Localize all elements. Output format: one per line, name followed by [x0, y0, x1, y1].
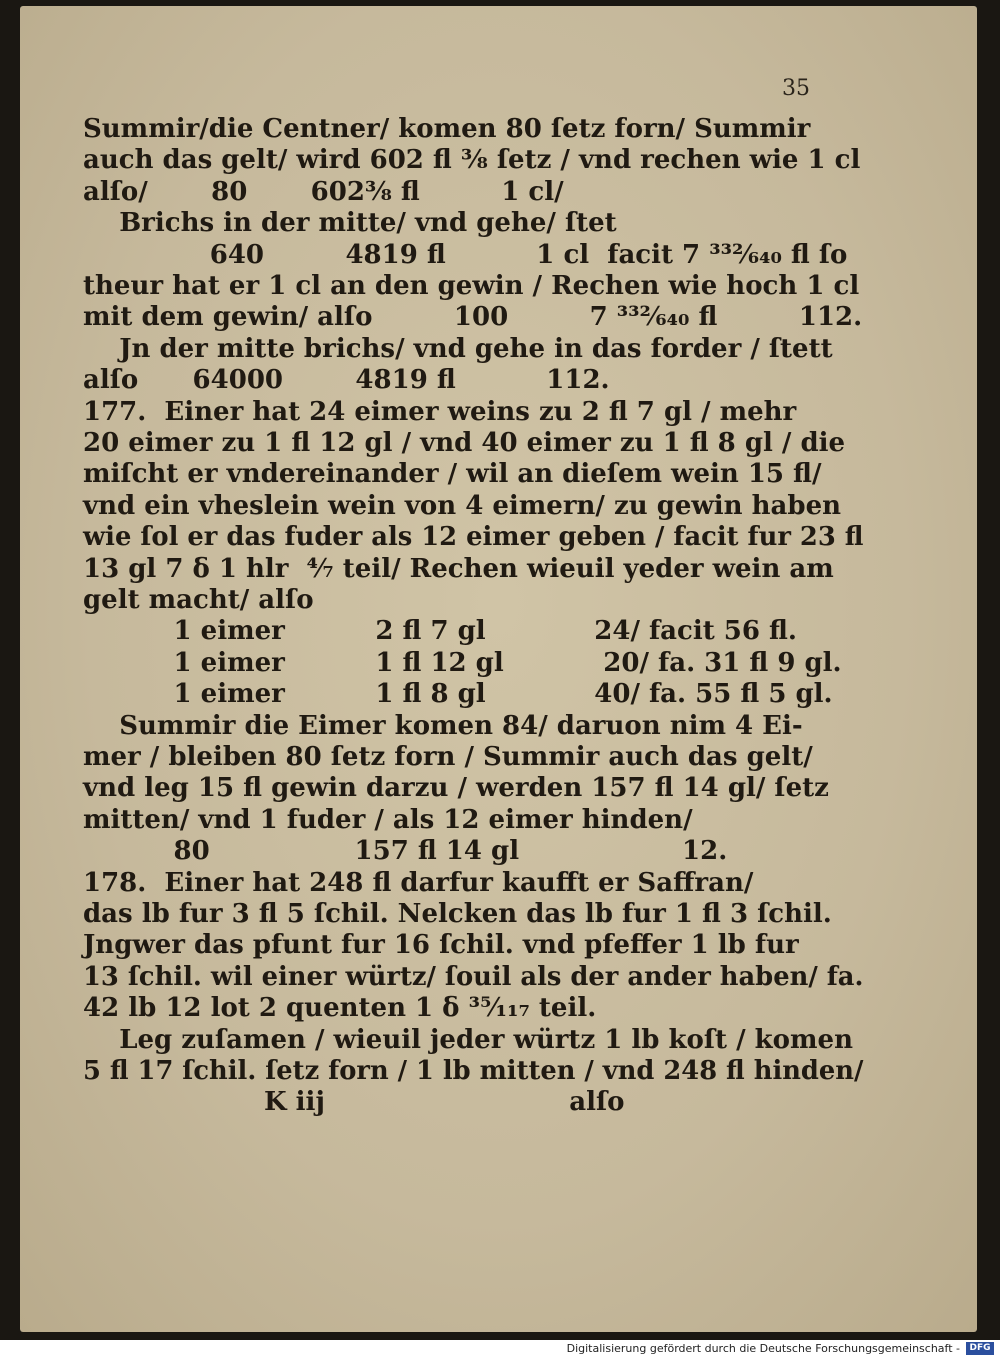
text-line: 177. Einer hat 24 eimer weins zu 2 fl 7 gl / mehr: [83, 396, 797, 427]
text-line: vnd ein vheslein wein von 4 eimern/ zu gewin haben: [83, 490, 842, 521]
page-number: 35: [782, 76, 810, 101]
dfg-logo: DFG: [966, 1342, 994, 1355]
text-line: 20 eimer zu 1 fl 12 gl / vnd 40 eimer zu 1 fl 8 gl / die: [83, 428, 846, 458]
text-line: mer / bleiben 80 ſetz forn / Summir auch das gelt/: [83, 742, 813, 772]
text-line: 80 157 fl 14 gl 12.: [83, 836, 728, 867]
text-line: 13 gl 7 δ 1 hlr ⁴⁄₇ teil/ Rechen wieuil yeder wein am: [83, 553, 834, 584]
text-line: Summir die Eimer komen 84/ daruon nim 4 Ei-: [83, 710, 803, 741]
text-line: mit dem gewin/ alſo 100 7 ³³²⁄₆₄₀ fl 112.: [83, 302, 863, 333]
text-line: 5 fl 17 ſchil. ſetz forn / 1 lb mitten / vnd 248 fl hinden/: [83, 1056, 864, 1086]
text-line: 1 eimer 1 fl 12 gl 20/ fa. 31 fl 9 gl.: [83, 647, 842, 678]
text-line: 42 lb 12 lot 2 quenten 1 δ ³⁵⁄₁₁₇ teil.: [83, 993, 597, 1024]
text-line: alſo/ 80 602⅜ fl 1 cl/: [83, 176, 564, 207]
text-line: 178. Einer hat 248 fl darfur kaufft er Saffran/: [83, 867, 754, 898]
funding-notice: Digitalisierung gefördert durch die Deutsche Forschungsgemeinschaft -: [566, 1342, 960, 1355]
text-line: Jn der mitte brichs/ vnd gehe in das forder / ſtett: [83, 333, 833, 364]
text-line: vnd leg 15 fl gewin darzu / werden 157 fl 14 gl/ ſetz: [83, 773, 829, 804]
footer-bar: [0, 1340, 1000, 1358]
text-line: gelt macht/ alſo: [83, 585, 314, 615]
text-line: miſcht er vndereinander / wil an dieſem wein 15 fl/: [83, 459, 822, 490]
text-line: mitten/ vnd 1 fuder / als 12 eimer hinden/: [83, 804, 693, 835]
text-line: 1 eimer 1 fl 8 gl 40/ fa. 55 fl 5 gl.: [83, 679, 833, 710]
text-line: wie ſol er das fuder als 12 eimer geben / facit fur 23 fl: [83, 522, 864, 553]
text-line: 640 4819 fl 1 cl facit 7 ³³²⁄₆₄₀ fl ſo: [83, 239, 848, 270]
text-line: theur hat er 1 cl an den gewin / Rechen wie hoch 1 cl: [83, 271, 860, 301]
text-line: auch das gelt/ wird 602 fl ⅜ ſetz / vnd rechen wie 1 cl: [83, 145, 861, 176]
text-line: alſo 64000 4819 fl 112.: [83, 365, 610, 396]
book-page: [20, 6, 977, 1332]
text-line: 13 ſchil. wil einer würtz/ ſouil als der ander haben/ fa.: [83, 961, 864, 992]
text-line: Jngwer das pfunt fur 16 ſchil. vnd pfeffer 1 lb fur: [83, 930, 799, 961]
text-line: 1 eimer 2 fl 7 gl 24/ facit 56 fl.: [83, 616, 797, 647]
text-line: Brichs in der mitte/ vnd gehe/ ſtet: [83, 208, 617, 239]
text-line: Leg zuſamen / wieuil jeder würtz 1 lb koſt / komen: [83, 1024, 853, 1055]
text-line: das lb fur 3 fl 5 ſchil. Nelcken das lb fur 1 fl 3 ſchil.: [83, 899, 832, 929]
text-line: Summir/die Centner/ komen 80 ſetz forn/ Summir: [83, 114, 811, 144]
text-line: K iij alſo: [83, 1087, 625, 1118]
